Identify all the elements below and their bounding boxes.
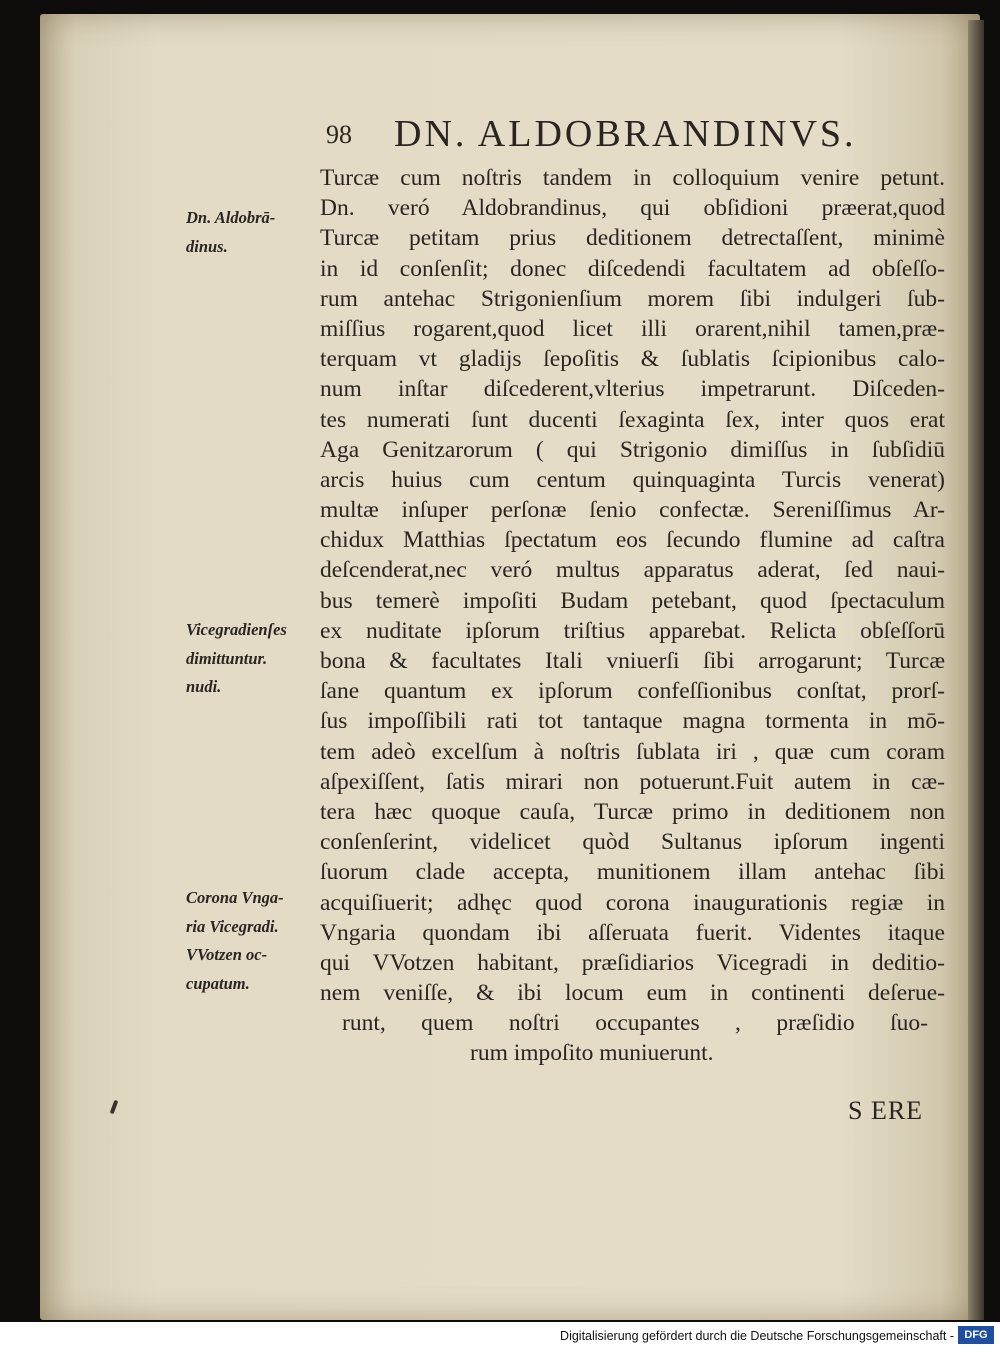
text-line: ſuorum clade accepta, munitionem illam antehac ſibi	[320, 859, 945, 886]
text-line: qui VVotzen habitant, præſidiarios Vicegradi in deditio-	[320, 949, 945, 976]
text-line: conſenſerint, videlicet quòd Sultanus ipſorum ingenti	[320, 829, 945, 856]
text-line: arcis huius cum centum quinquaginta Turcis venerat)	[320, 466, 945, 493]
text-line: Turcæ cum noſtris tandem in colloquium venire petunt.	[320, 165, 945, 191]
text-line: bona & facultates Itali vniuerſi ſibi arrogarunt; Turcæ	[320, 648, 945, 674]
page-edge	[968, 20, 984, 1320]
page-header	[326, 112, 946, 164]
text-line: chidux Matthias ſpectatum eos ſecundo flumine ad caſtra	[320, 527, 945, 554]
text-line: num inſtar diſcederent,vlterius impetrarunt. Diſceden-	[320, 376, 945, 403]
margin-note-line: Corona Vnga-	[186, 888, 284, 907]
text-line: bus temerè impoſiti Budam petebant, quod ſpectaculum	[320, 587, 945, 614]
text-line: aſpexiſſent, ſatis mirari non potuerunt.Fuit autem in cæ-	[320, 768, 945, 795]
text-line: ſane quantum ex ipſorum confeſſionibus conſtat, prorſ-	[320, 678, 945, 705]
text-line: rum antehac Strigonienſium morem ſibi indulgeri ſub-	[320, 285, 945, 312]
text-line: Aga Genitzarorum ( qui Strigonio dimiſſus in ſubſidiū	[320, 436, 945, 463]
text-line: runt, quem noſtri occupantes , præſidio ſuo-	[342, 1010, 928, 1037]
text-line: terquam vt gladijs ſepoſitis & ſublatis ſcipionibus calo-	[320, 346, 945, 373]
text-line: ſus impoſſibili rati tot tantaque magna tormenta in mō-	[320, 708, 945, 735]
margin-note-line: nudi.	[186, 677, 222, 696]
text-line: multæ inſuper perſonæ ſenio confectæ. Sereniſſimus Ar-	[320, 497, 945, 524]
text-line: in id conſenſit; donec diſcedendi facultatem ad obſeſſo-	[320, 255, 945, 282]
text-line: tem adeò excelſum à noſtris ſublata iri , quæ cum coram	[320, 738, 945, 765]
text-line: acquiſiuerit; adhęc quod corona inaugurationis regiæ in	[320, 889, 945, 916]
text-line: Vngaria quondam ibi aſſeruata fuerit. Videntes itaque	[320, 919, 945, 946]
digitization-footer	[0, 1322, 1000, 1352]
body-text	[320, 163, 945, 1069]
margin-note-line: cupatum.	[186, 973, 250, 993]
margin-note-line: VVotzen oc-	[186, 945, 268, 964]
dfg-logo-icon: DFG	[958, 1326, 994, 1344]
running-title: DN. ALDOBRANDINVS.	[394, 113, 857, 155]
margin-note-line: dinus.	[186, 236, 228, 256]
text-line: rum impoſito muniuerunt.	[470, 1040, 714, 1067]
text-line: tera hæc quoque cauſa, Turcæ primo in deditionem non	[320, 798, 945, 825]
text-line: Dn. veró Aldobrandinus, qui obſidioni præerat,quod	[320, 195, 945, 222]
page-number: 98	[326, 120, 352, 149]
text-line: deſcenderat,nec veró multus apparatus aderat, ſed naui-	[320, 557, 945, 584]
text-line: ex nuditate ipſorum triſtius apparebat. Relicta obſeſſorū	[320, 617, 945, 644]
text-line: miſſius rogarent,quod licet illi orarent,nihil tamen,præ-	[320, 315, 945, 342]
margin-note-line: dimittuntur.	[186, 648, 268, 668]
margin-note	[186, 204, 275, 261]
text-line: tes numerati ſunt ducenti ſexaginta ſex, inter quos erat	[320, 406, 945, 433]
catchword: S ERE	[848, 1096, 924, 1125]
margin-note-line: Dn. Aldobrā-	[186, 208, 276, 227]
text-line: Turcæ petitam prius deditionem detrectaſſent, minimè	[320, 225, 945, 252]
funding-credit: Digitalisierung gefördert durch die Deutsche Forschungsgemeinschaft -	[560, 1329, 954, 1343]
margin-note	[186, 884, 284, 998]
margin-note-line: Vicegradienſes	[186, 620, 287, 639]
text-line: nem veniſſe, & ibi locum eum in continenti deſerue-	[320, 980, 945, 1007]
margin-note	[186, 616, 287, 702]
margin-note-line: ria Vicegradi.	[186, 916, 279, 936]
